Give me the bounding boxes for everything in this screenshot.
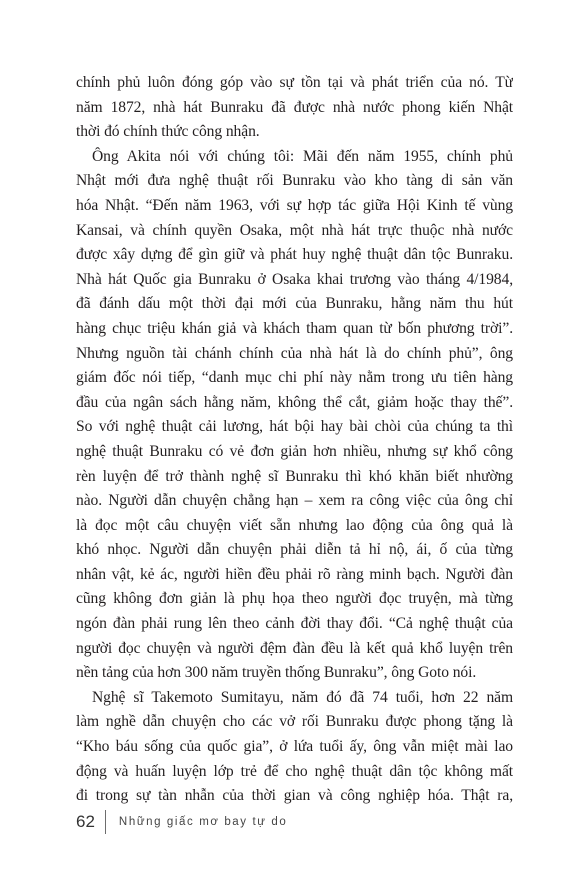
- text-line: ngón đàn phải rung lên theo cảnh đời thay đổi. “Cả nghệ thuật của: [76, 615, 513, 633]
- text-line: thời đó chính thức công nhận.: [76, 123, 260, 141]
- text-line: đi trong sự tàn nhẫn của thời gian và công nghiệp hóa. Thật ra,: [76, 787, 513, 805]
- text-line: Nghệ sĩ Takemoto Sumitayu, năm đó đã 74 tuổi, hơn 22 năm: [92, 688, 513, 706]
- text-line: So với nghệ thuật cải lương, hát bội hay bài chòi của chúng ta thì: [76, 418, 513, 436]
- text-line: hàng chục triệu khán giả và khách tham quan từ bốn phương trời”.: [76, 319, 513, 337]
- text-line: “Kho báu sống của quốc gia”, ở lứa tuổi ấy, ông vẫn miệt mài lao: [76, 738, 513, 756]
- text-line: Kansai, và chính quyền Osaka, một nhà hát trực thuộc nhà nước: [76, 221, 513, 239]
- text-line: đã đánh dấu một thời đại mới của Bunraku, hằng năm thu hút: [76, 295, 513, 313]
- text-line: giám đốc nói tiếp, “danh mục chi phí này nằm trong ưu tiên hàng: [76, 369, 513, 387]
- text-line: Nhà hát Quốc gia Bunraku ở Osaka khai trương vào tháng 4/1984,: [76, 270, 513, 288]
- text-line: Ông Akita nói với chúng tôi: Mãi đến năm 1955, chính phủ: [92, 147, 513, 165]
- text-line: nào. Người dẫn chuyện chẳng hạn – xem ra công việc của ông chỉ: [76, 492, 513, 510]
- text-line: khó nhọc. Người dẫn chuyện phải diễn tả hỉ nộ, ái, ố của từng: [76, 541, 513, 559]
- text-line: cũng không đơn giản là phụ họa theo người đọc truyện, mà từng: [76, 590, 513, 608]
- text-line: rèn luyện để trở thành nghệ sĩ Bunraku thì khó khăn biết nhường: [76, 467, 513, 485]
- page-number: 62: [76, 812, 95, 831]
- running-title: Những giấc mơ bay tự do: [118, 816, 288, 828]
- footer-divider: [105, 810, 106, 834]
- text-line: người đọc chuyện và người đệm đàn đều là kết quả khổ luyện trên: [76, 639, 513, 657]
- text-line: chính phủ luôn đóng góp vào sự tồn tại và phát triển của nó. Từ: [76, 74, 513, 91]
- text-line: được xây dựng để gìn giữ và phát huy nghệ thuật dân tộc Bunraku.: [76, 246, 513, 264]
- page-footer: [76, 810, 287, 834]
- text-line: là đọc một câu chuyện viết sẵn nhưng lao động của ông quả là: [76, 516, 513, 534]
- text-line: năm 1872, nhà hát Bunraku đã được nhà nước phong kiến Nhật: [76, 98, 513, 116]
- text-line: động và huấn luyện lớp trẻ để cho nghệ thuật dân tộc không mất: [76, 762, 513, 780]
- text-line: đầu của ngân sách hằng năm, không thể cắt, giảm hoặc thay thế”.: [76, 393, 513, 411]
- text-line: nhân vật, kẻ ác, người hiền đều phải rõ ràng minh bạch. Người đàn: [76, 565, 513, 583]
- text-line: làm nghề dẫn chuyện cho các vở rối Bunraku được phong tặng là: [76, 713, 513, 731]
- text-line: nền tảng của hơn 300 năm truyền thống Bunraku”, ông Goto nói.: [76, 664, 477, 682]
- text-line: nghệ thuật Bunraku có vẻ đơn giản hơn nhiều, nhưng sự khổ công: [76, 442, 513, 460]
- body-text: [76, 71, 513, 809]
- text-line: Nhưng nguồn tài chánh chính của nhà hát là do chính phủ”, ông: [76, 344, 513, 362]
- text-line: hóa Nhật. “Đến năm 1963, với sự hợp tác giữa Hội Kinh tế vùng: [76, 196, 513, 214]
- text-line: Nhật mới đưa nghệ thuật rối Bunraku vào kho tàng di sản văn: [76, 172, 513, 190]
